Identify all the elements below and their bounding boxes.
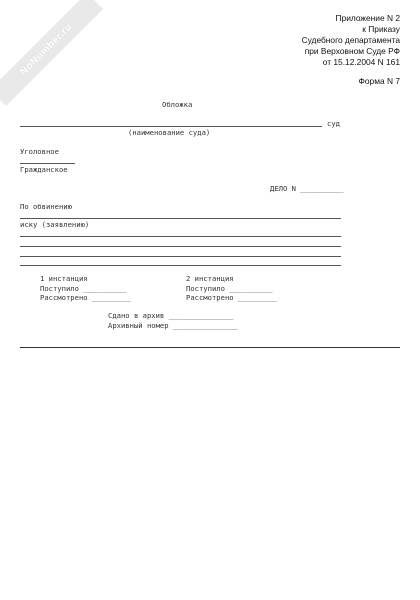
archive-sent: Сдано в архив _______________ (108, 311, 234, 320)
watermark: NoNumber.ru (0, 0, 103, 106)
blank-line (20, 265, 341, 266)
second-instance-reviewed: Рассмотрено _________ (186, 293, 277, 302)
case-type-civil: Гражданское (20, 165, 68, 174)
case-number: ДЕЛО N __________ (270, 184, 344, 193)
court-name-line (20, 126, 322, 127)
case-type-divider (20, 163, 75, 164)
blank-line (20, 256, 341, 257)
cover-title: Обложка (162, 100, 193, 109)
court-suffix: суд (327, 119, 340, 128)
court-hint: (наименование суда) (128, 128, 211, 137)
archive-number: Архивный номер _______________ (108, 321, 238, 330)
appendix-line: при Верховном Суде РФ (304, 46, 400, 56)
blank-line (20, 236, 341, 237)
claim-label: иску (заявлению) (20, 220, 90, 229)
second-instance-received: Поступило __________ (186, 284, 273, 293)
case-type-criminal: Уголовное (20, 147, 59, 156)
appendix-header (302, 13, 400, 68)
appendix-line: Приложение N 2 (335, 13, 400, 23)
bottom-rule (20, 347, 400, 348)
appendix-line: к Приказу (362, 24, 400, 34)
form-number: Форма N 7 (358, 76, 400, 86)
appendix-line: от 15.12.2004 N 161 (322, 57, 400, 67)
blank-line (20, 246, 341, 247)
first-instance-title: 1 инстанция (40, 274, 88, 283)
accusation-line (20, 218, 341, 219)
second-instance-title: 2 инстанция (186, 274, 234, 283)
accusation-label: По обвинению (20, 202, 72, 211)
first-instance-reviewed: Рассмотрено _________ (40, 293, 131, 302)
first-instance-received: Поступило __________ (40, 284, 127, 293)
appendix-line: Судебного департамента (301, 35, 400, 45)
